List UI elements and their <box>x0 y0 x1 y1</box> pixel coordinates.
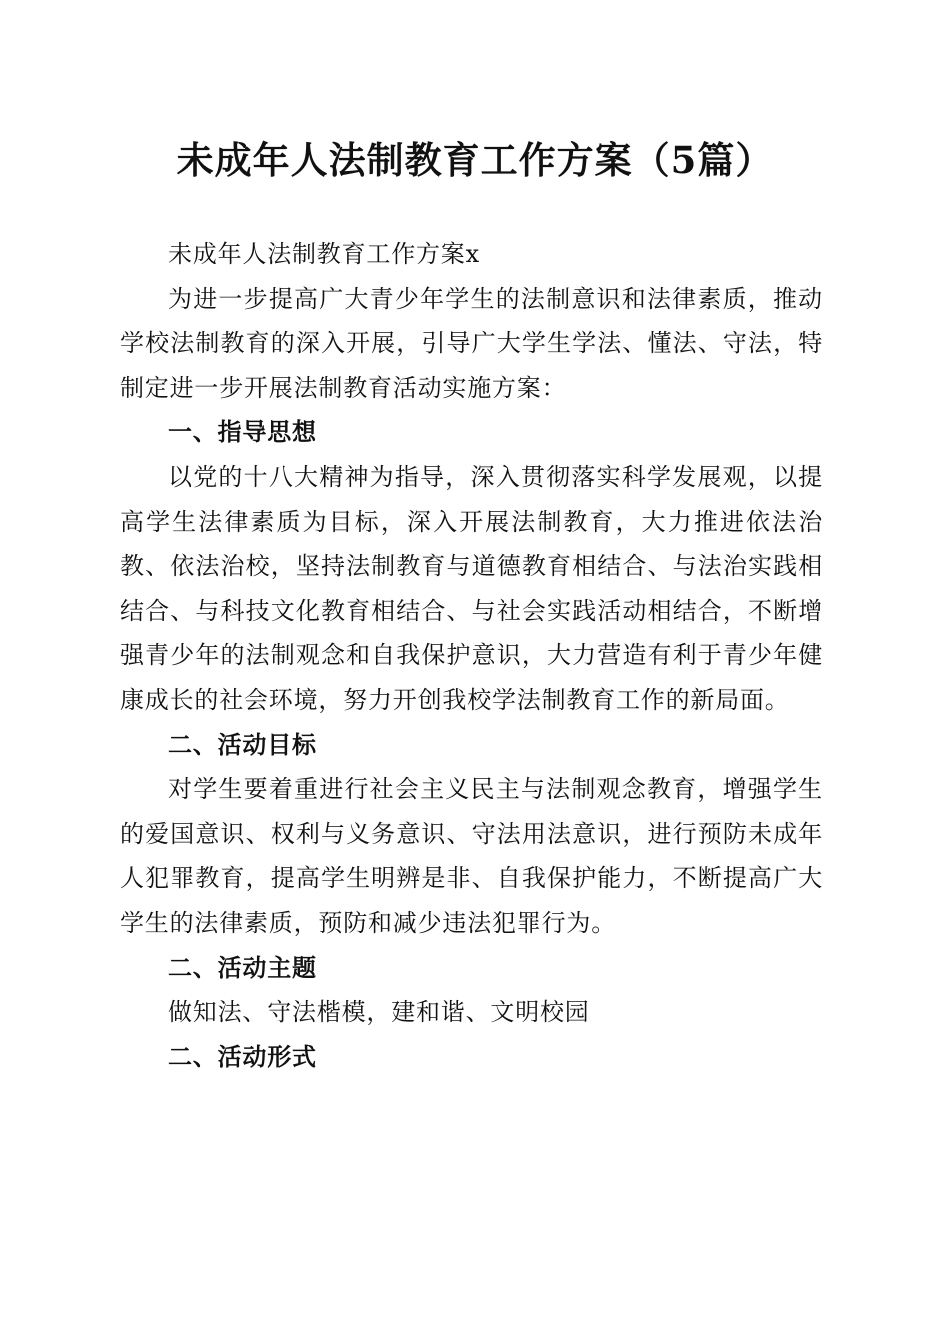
intro-paragraph: 为进一步提高广大青少年学生的法制意识和法律素质，推动学校法制教育的深入开展，引导广大学生学法、懂法、守法，特制定进一步开展法制教育活动实施方案： <box>120 284 823 402</box>
section-heading-activity-goal: 二、活动目标 <box>168 730 317 759</box>
section-heading-activity-theme: 二、活动主题 <box>168 953 317 982</box>
section-body-activity-theme: 做知法、守法楷模，建和谐、文明校园 <box>168 998 590 1027</box>
section-body-guiding-thought: 以党的十八大精神为指导，深入贯彻落实科学发展观，以提高学生法律素质为目标，深入开展法制教育，大力推进依法治教、依法治校，坚持法制教育与道德教育相结合、与法治实践相结合、与科技文化教育相结合、与社会实践活动相结合，不断增强青少年的法制观念和自我保护意识，大力营造有利于青少年健康成长的社会环境，努力开创我校学法制教育工作的新局面。 <box>120 462 823 714</box>
subtitle-paragraph: 未成年人法制教育工作方案x <box>168 240 480 268</box>
section-body-activity-goal: 对学生要着重进行社会主义民主与法制观念教育，增强学生的爱国意识、权利与义务意识、守法用法意识，进行预防未成年人犯罪教育，提高学生明辨是非、自我保护能力，不断提高广大学生的法律素质，预防和减少违法犯罪行为。 <box>120 775 823 937</box>
document-body <box>120 232 823 1079</box>
section-heading-guiding-thought: 一、指导思想 <box>168 418 317 447</box>
document-title: 未成年人法制教育工作方案（5篇） <box>176 138 774 182</box>
section-heading-activity-form: 二、活动形式 <box>168 1042 317 1071</box>
